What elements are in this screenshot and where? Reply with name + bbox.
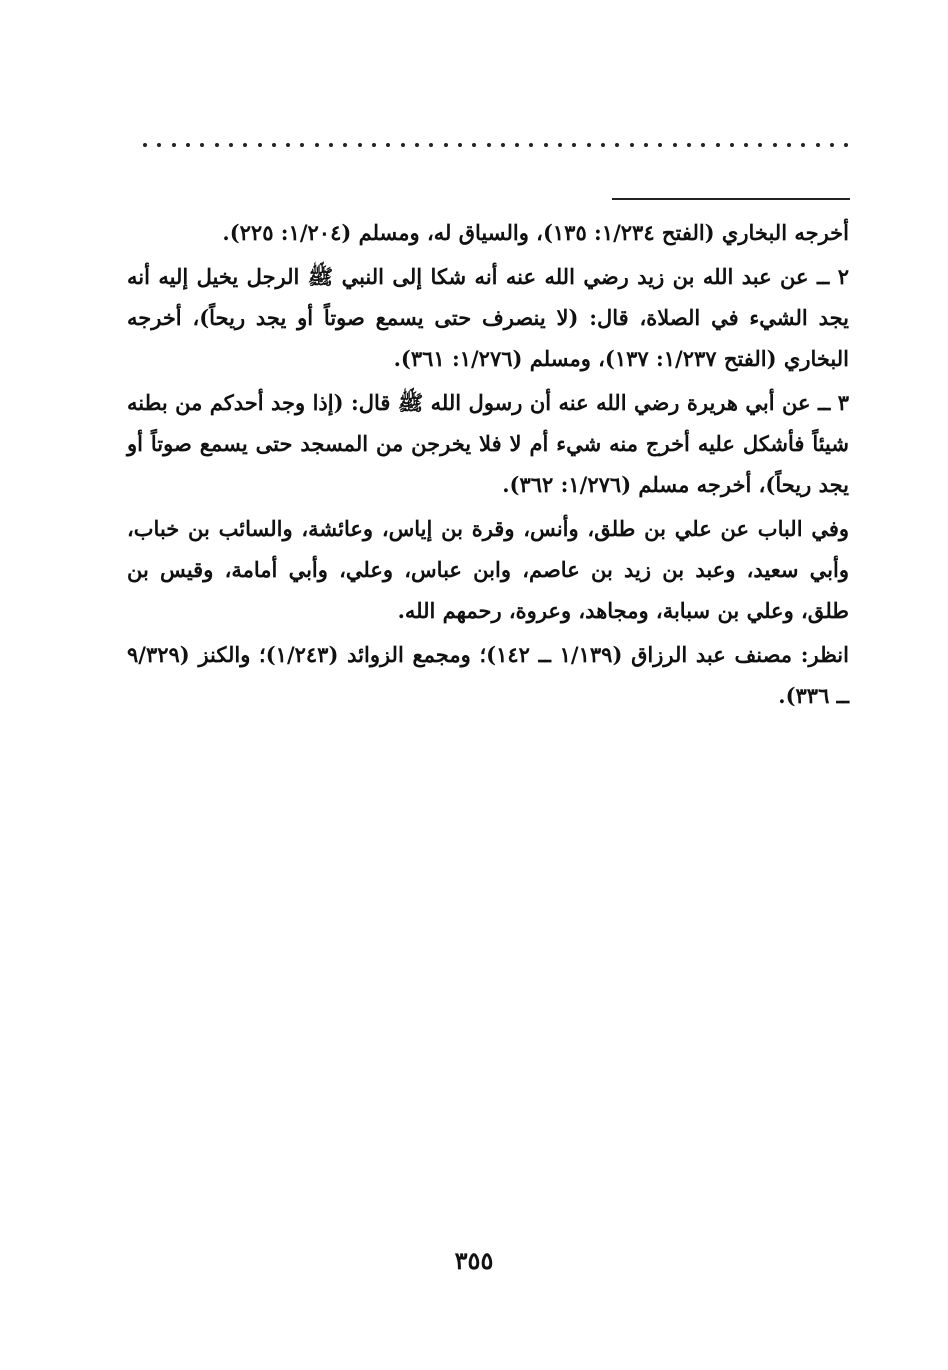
footnote-paragraph: وفي الباب عن علي بن طلق، وأنس، وقرة بن إياس، وعائشة، والسائب بن خباب، وأبي سعيد، وعبد بن زيد بن عاصم، وابن عباس، وعلي، وأبي أمامة، وقيس بن طلق، وعلي بن سبابة، ومجاهد، وعروة، رحمهم الله. [127,516,849,623]
footnote-paragraph: انظر: مصنف عبد الرزاق (١/١٣٩ ــ ١٤٢)؛ ومجمع الزوائد (١/٢٤٣)؛ والكنز (٩/٣٢٩ ــ ٣٣٦). [127,642,849,708]
footnote-separator-line [612,198,850,200]
footnote-paragraph: ٢ ــ عن عبد الله بن زيد رضي الله عنه أنه شكا إلى النبي ﷺ الرجل يخيل إليه أنه يجد الشيء في الصلاة، قال: (لا ينصرف حتى يسمع صوتاً أو يجد ريحاً)، أخرجه البخاري (الفتح ١/٢٣٧: ١٣٧)، ومسلم (١/٢٧٦: ٣٦١). [127,264,849,371]
footnote-paragraph: ٣ ــ عن أبي هريرة رضي الله عنه أن رسول الله ﷺ قال: (إذا وجد أحدكم من بطنه شيئاً فأشكل عليه أخرج منه شيء أم لا فلا يخرجن من المسجد حتى يسمع صوتاً أو يجد ريحاً)، أخرجه مسلم (١/٢٧٦: ٣٦٢). [127,390,849,497]
footnotes-block [127,212,849,719]
footnote-paragraph: أخرجه البخاري (الفتح ١/٢٣٤: ١٣٥)، والسياق له، ومسلم (١/٢٠٤: ٢٢٥). [222,220,849,245]
dotted-separator [143,138,849,152]
page-number: ٣٥٥ [454,1246,494,1275]
